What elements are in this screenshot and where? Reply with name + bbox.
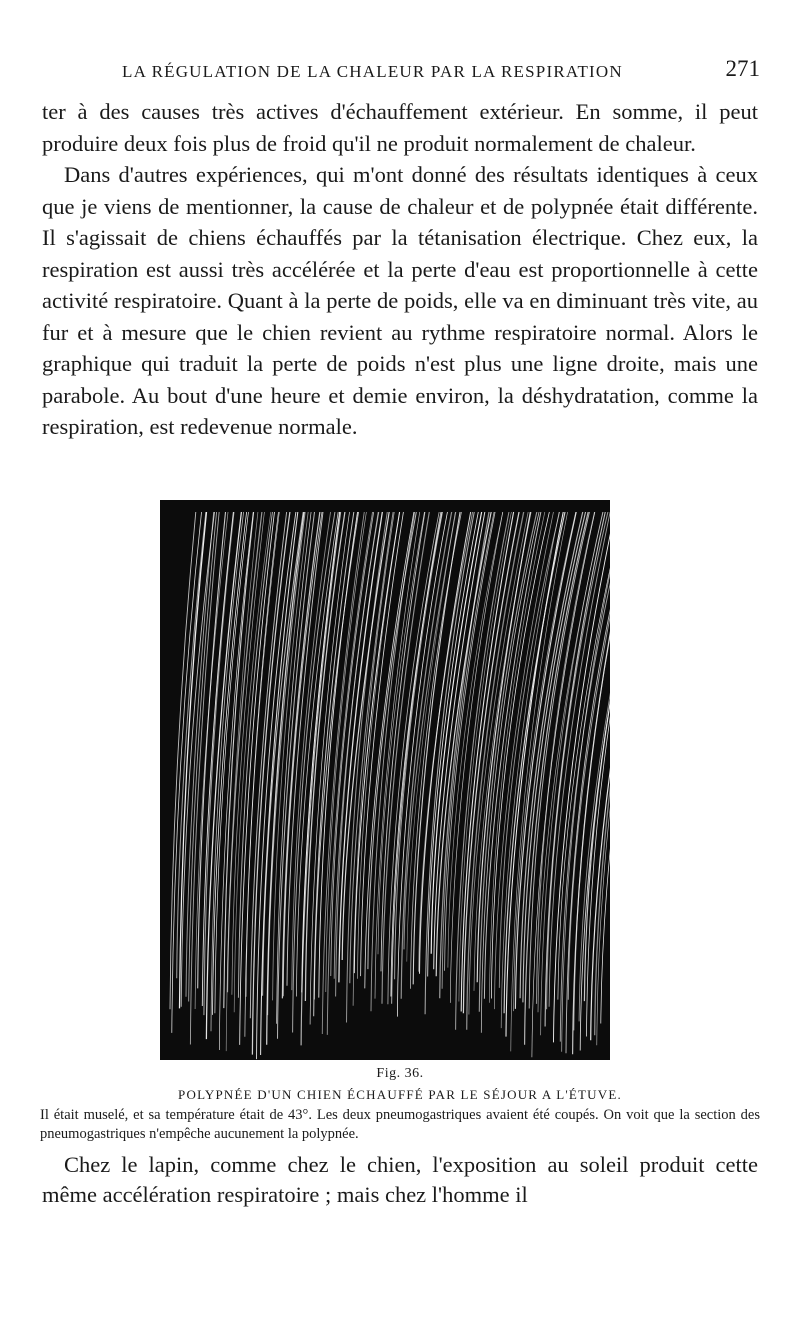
page-number: 271 [725,56,760,81]
figure-note-text: Il était muselé, et sa température était de 43°. Les deux pneumogastriques avaient été coupés. On voit que la section des pneumogastriques n'empêche aucunement la polypnée. [40,1107,760,1142]
paragraph-continuation: ter à des causes très actives d'échauffement extérieur. En somme, il peut produire deux fois plus de froid qu'il ne produit normalement de chaleur. [42,99,758,156]
closing-text [42,1150,758,1210]
figure-number: Fig. 36. [376,1066,424,1081]
figure-note [40,1106,760,1144]
respiratory-tracing-image [160,500,610,1060]
paragraph-experiments: Dans d'autres expériences, qui m'ont donné des résultats identiques à ceux que je viens de mentionner, la cause de chaleur et de polypnée était différente. Il s'agissait de chiens échauffés par la tétanisation électrique. Chez eux, la respiration est aussi très accélérée et la perte d'eau est proportionnelle à cette activité respiratoire. Quant à la perte de poids, elle va en diminuant très vite, au fur et à mesure que le chien revient au rythme respiratoire normal. Alors le graphique qui traduit la perte de poids n'est plus une ligne droite, mais une parabole. Au bout d'une heure et demie environ, la déshydratation, comme la respiration, est redevenue normale. [42,162,758,439]
paragraph-rabbit: Chez le lapin, comme chez le chien, l'exposition au soleil produit cette même accélération respiratoire ; mais chez l'homme il [42,1152,758,1207]
running-header [40,56,760,88]
figure-caption: POLYPNÉE D'UN CHIEN ÉCHAUFFÉ PAR LE SÉJOUR A L'ÉTUVE. [178,1087,622,1102]
polypnea-tracing-figure [160,500,610,1060]
running-title: LA RÉGULATION DE LA CHALEUR PAR LA RESPIRATION [122,62,623,81]
main-text [42,96,758,443]
